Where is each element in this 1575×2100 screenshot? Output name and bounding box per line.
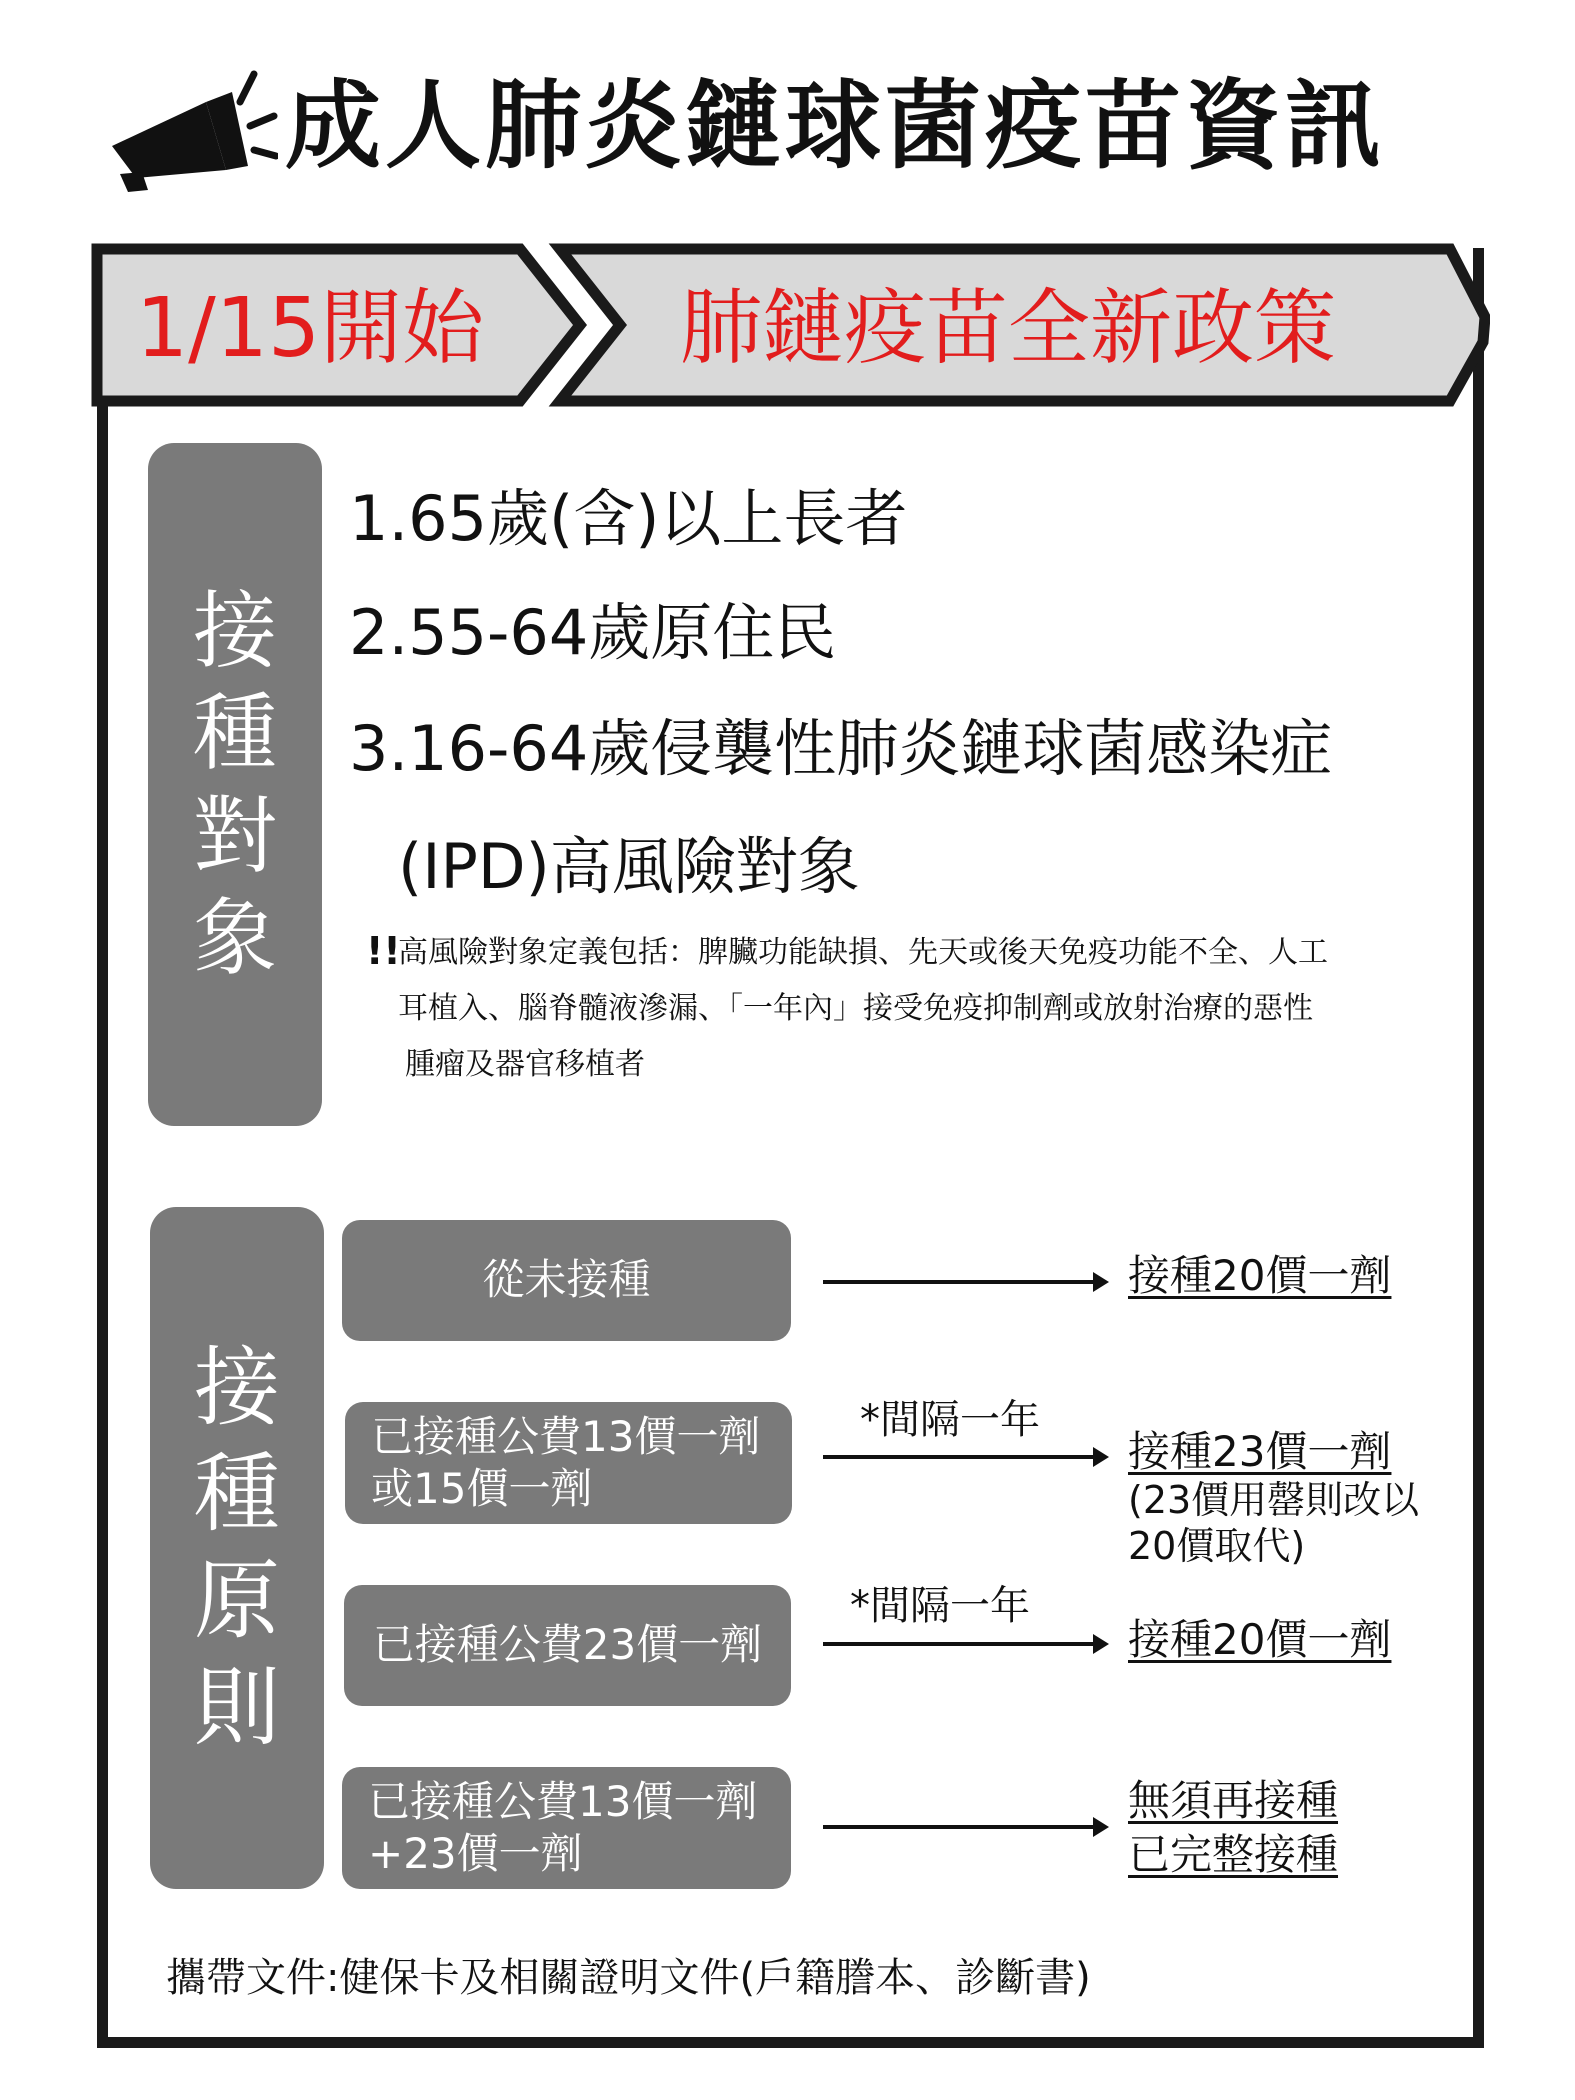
result-row-1: 接種20價一劑 — [1128, 1251, 1392, 1300]
principles-label-char: 接 — [194, 1337, 280, 1438]
eligibility-item-3: 3.16-64歲侵襲性肺炎鏈球菌感染症 — [349, 712, 1333, 785]
condition-text: 或15價一劑 — [371, 1464, 593, 1513]
high-risk-note-line-2: 耳植入、腦脊髓液滲漏、「一年內」接受免疫抑制劑或放射治療的惡性 — [398, 991, 1313, 1026]
condition-text: 從未接種 — [482, 1255, 651, 1305]
interval-row-2: *間隔一年 — [860, 1397, 1040, 1443]
result-row-4-line-1: 無須再接種 — [1128, 1776, 1339, 1825]
eligibility-label-char: 接 — [192, 581, 277, 680]
result-note-row-2-line-2: 20價取代) — [1128, 1524, 1306, 1568]
principles-label-char: 種 — [194, 1444, 280, 1545]
high-risk-note-line-1: 高風險對象定義包括：脾臟功能缺損、先天或後天免疫功能不全、人工 — [398, 935, 1328, 970]
condition-13-or-15-valent — [345, 1402, 792, 1524]
warning-mark: !! — [366, 929, 401, 973]
eligibility-item-2: 2.55-64歲原住民 — [349, 596, 837, 669]
condition-text: +23價一劑 — [368, 1829, 583, 1878]
result-row-4-line-2: 已完整接種 — [1128, 1830, 1339, 1879]
arrow-row-2 — [823, 1455, 1105, 1459]
condition-text: 已接種公費23價一劑 — [372, 1620, 763, 1670]
banner-policy-title: 肺鏈疫苗全新政策 — [680, 281, 1337, 376]
condition-13-plus-23-valent — [342, 1767, 791, 1889]
principles-label — [150, 1207, 324, 1889]
eligibility-item-1: 1.65歲(含)以上長者 — [349, 482, 908, 555]
principles-label-char: 則 — [194, 1657, 280, 1758]
eligibility-item-3-cont: (IPD)高風險對象 — [398, 830, 860, 903]
condition-never-vaccinated — [342, 1220, 791, 1341]
eligibility-label-char: 象 — [192, 888, 277, 987]
condition-23-valent — [344, 1585, 791, 1706]
banner-start-date: 1/15開始 — [136, 281, 485, 376]
condition-text: 已接種公費13價一劑 — [371, 1411, 761, 1461]
result-note-row-2-line-1: (23價用罄則改以 — [1128, 1478, 1420, 1522]
result-row-2: 接種23價一劑 — [1128, 1427, 1392, 1476]
eligibility-label-char: 對 — [192, 786, 277, 885]
high-risk-note-line-3: 腫瘤及器官移植者 — [405, 1047, 645, 1082]
arrow-row-3 — [823, 1642, 1105, 1646]
megaphone-icon — [108, 66, 278, 196]
arrow-row-1 — [823, 1280, 1105, 1284]
interval-row-3: *間隔一年 — [850, 1583, 1030, 1629]
eligibility-label-char: 種 — [192, 684, 277, 783]
page-title: 成人肺炎鏈球菌疫苗資訊 — [285, 70, 1385, 182]
result-row-3: 接種20價一劑 — [1128, 1615, 1392, 1664]
required-documents: 攜帶文件:健保卡及相關證明文件(戶籍謄本、診斷書) — [166, 1955, 1091, 2001]
eligibility-label — [148, 443, 322, 1126]
principles-label-char: 原 — [194, 1551, 280, 1651]
arrow-row-4 — [823, 1825, 1105, 1829]
condition-text: 已接種公費13價一劑 — [368, 1776, 758, 1826]
